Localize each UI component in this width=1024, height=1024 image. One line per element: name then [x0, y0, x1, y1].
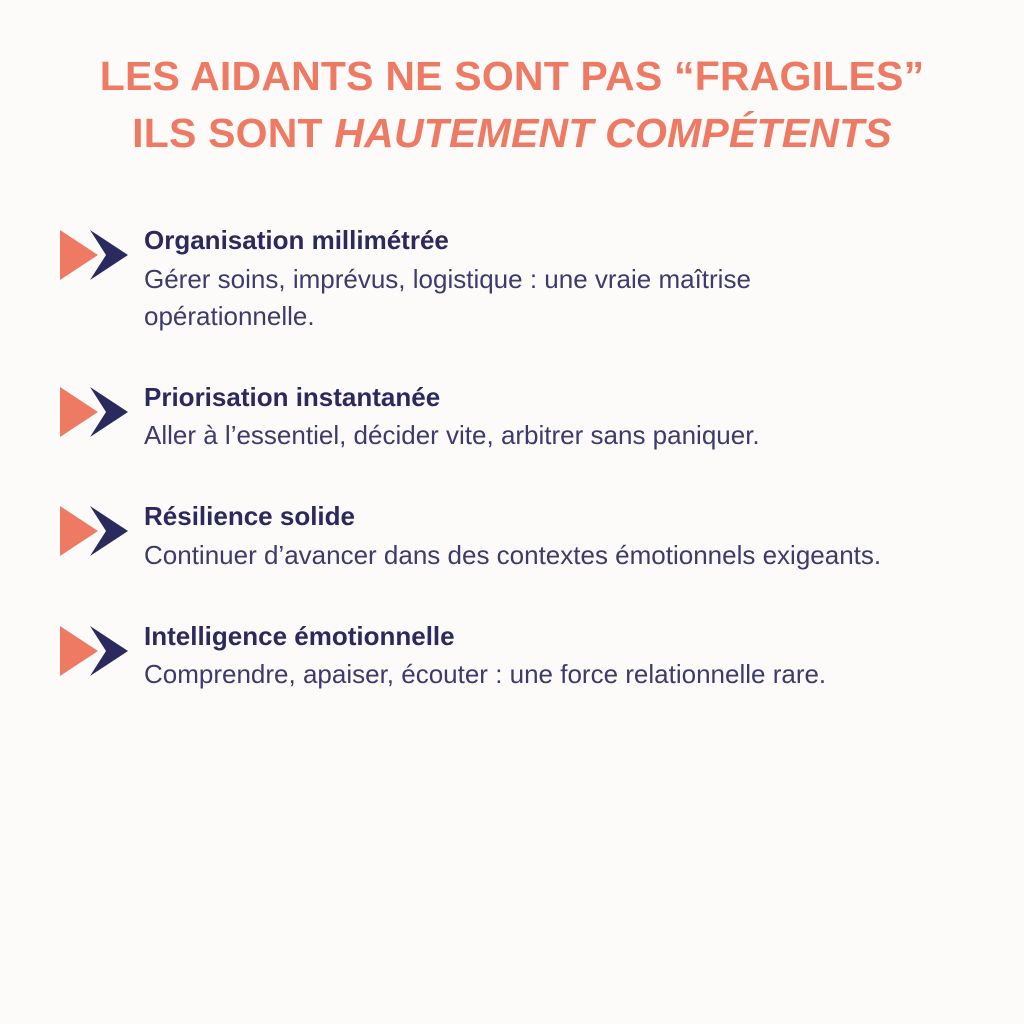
list-item-title: Intelligence émotionnelle: [144, 620, 455, 651]
double-chevron-right-icon: [60, 224, 144, 280]
headline-line-1: LES AIDANTS NE SONT PAS “FRAGILES”: [99, 53, 925, 99]
list-item-text: [144, 224, 964, 334]
list-item-description: Aller à l’essentiel, décider vite, arbitrer sans paniquer.: [144, 420, 760, 451]
list-item: [60, 224, 964, 334]
list-item: [60, 381, 964, 454]
double-chevron-right-icon: [60, 620, 144, 676]
list-item-description: Gérer soins, imprévus, logistique : une vraie maîtrise opérationnelle.: [144, 263, 751, 331]
list-item-title: Organisation millimétrée: [144, 225, 449, 256]
double-chevron-right-icon: [60, 500, 144, 556]
list-item-title: Résilience solide: [144, 501, 355, 532]
list-item: [60, 620, 964, 693]
list-item-text: [144, 620, 964, 693]
list-item: [60, 500, 964, 573]
list-item-description: Comprendre, apaiser, écouter : une force relationnelle rare.: [144, 659, 827, 689]
headline-line-2-emphasis: HAUTEMENT COMPÉTENTS: [334, 110, 892, 157]
list-item-text: [144, 500, 964, 573]
headline-line-2-plain: ILS SONT: [132, 110, 335, 157]
page-title: [60, 52, 964, 158]
list-item-text: [144, 381, 964, 454]
list-item-description: Continuer d’avancer dans des contextes émotionnels exigeants.: [144, 539, 882, 570]
list-item-title: Priorisation instantanée: [144, 381, 441, 412]
headline-line-2: [60, 109, 964, 158]
double-chevron-right-icon: [60, 381, 144, 437]
competency-list: [60, 224, 964, 693]
